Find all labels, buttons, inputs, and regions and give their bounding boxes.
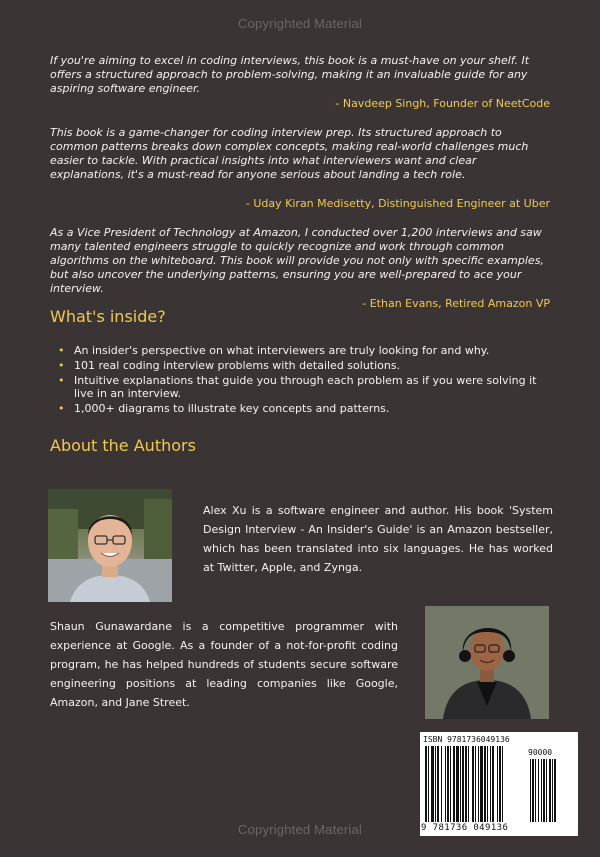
about-authors-heading: About the Authors — [50, 436, 196, 455]
price-code: 90000 — [528, 748, 553, 757]
barcode-addon-bar — [535, 759, 536, 822]
list-item-text: An insider's perspective on what interviewers are truly looking for and why. — [74, 344, 490, 357]
barcode-bar — [502, 746, 503, 822]
barcode-bar — [484, 746, 486, 822]
barcode-bar — [490, 746, 491, 822]
barcode-bar — [475, 746, 476, 822]
list-item — [58, 374, 548, 400]
watermark-bottom: Copyrighted Material — [238, 822, 362, 837]
barcode-bar — [456, 746, 459, 822]
watermark-top: Copyrighted Material — [238, 16, 362, 31]
quote-author-ethan: - Ethan Evans, Retired Amazon VP — [362, 297, 550, 310]
list-item — [58, 344, 548, 357]
barcode-bar — [472, 746, 474, 822]
whats-inside-list — [58, 344, 548, 417]
barcode-bar — [447, 746, 449, 822]
barcode-bar — [460, 746, 461, 822]
list-item — [58, 359, 548, 372]
bullet-icon: • — [58, 374, 65, 387]
barcode-bar — [441, 746, 442, 822]
bullet-icon: • — [58, 359, 65, 372]
barcode-digits: 9 781736 049136 — [421, 823, 509, 833]
barcode-addon-bar — [530, 759, 531, 822]
barcode-bar — [445, 746, 446, 822]
quote-navdeep: If you're aiming to excel in coding interviews, this book is a must-have on your shelf. It offers a structured approach to problem-solving, making it an invaluable guide for any aspiring software engineer. — [50, 54, 530, 95]
whats-inside-heading: What's inside? — [50, 307, 166, 326]
barcode-bar — [437, 746, 439, 822]
barcode-bar — [480, 746, 483, 822]
author-bio-shaun: Shaun Gunawardane is a competitive programmer with experience at Google. As a founder of a not-for-profit coding program, he has helped hundreds of students secure software engineering positions at leading companies like Google, Amazon, and Jane Street. — [50, 620, 398, 709]
list-item-text: 101 real coding interview problems with detailed solutions. — [74, 359, 401, 372]
barcode-bar — [453, 746, 455, 822]
barcode-addon-bar — [554, 759, 556, 822]
barcode-addon-bar — [546, 759, 547, 822]
barcode-bar — [499, 746, 501, 822]
list-item-text: 1,000+ diagrams to illustrate key concepts and patterns. — [74, 402, 390, 415]
list-item — [58, 402, 548, 415]
bullet-icon: • — [58, 402, 65, 415]
author-photo-shaun — [425, 606, 549, 719]
barcode-bar — [468, 746, 469, 822]
barcode-addon-bar — [552, 759, 553, 822]
barcode-bar — [492, 746, 494, 822]
author-bio-alex: Alex Xu is a software engineer and author. His book 'System Design Interview - An Insider's Guide' is an Amazon bestseller, which has been translated into six languages. He has worked at Twitter, Apple, and Zynga. — [203, 504, 553, 574]
barcode-bar — [425, 746, 427, 822]
barcode-bar — [465, 746, 467, 822]
quote-uday: This book is a game-changer for coding interview prep. Its structured approach to common patterns breaks down complex concepts, making real-world challenges much easier to tackle. With practical insights into what interviewers want and clear explanations, it's a must-read for anyone serious about landing a tech role. — [50, 126, 529, 181]
barcode-bar — [431, 746, 434, 822]
barcode-bar — [435, 746, 436, 822]
quote-author-uday: - Uday Kiran Medisetty, Distinguished Engineer at Uber — [245, 197, 550, 210]
barcode-addon-bar — [549, 759, 551, 822]
barcode-addon-bar — [543, 759, 545, 822]
author-photo-alex — [48, 489, 172, 602]
quote-ethan: As a Vice President of Technology at Amazon, I conducted over 1,200 interviews and saw many talented engineers struggle to quickly recognize and work through common algorithms on the whiteboard. This book will provide you not only with specific examples, but also uncover the underlying patterns, ensuring you are well-prepared to ace your interview. — [50, 226, 544, 295]
barcode-bars — [420, 732, 578, 836]
barcode-addon-bar — [532, 759, 534, 822]
isbn-label: ISBN 9781736049136 — [423, 735, 510, 744]
bullet-icon: • — [58, 344, 65, 357]
barcode-addon-bar — [538, 759, 539, 822]
barcode-bar — [497, 746, 498, 822]
list-item-text: Intuitive explanations that guide you through each problem as if you were solving it live in an interview. — [74, 374, 537, 400]
barcode-bar — [462, 746, 464, 822]
barcode-bar — [450, 746, 451, 822]
barcode-bar — [478, 746, 479, 822]
barcode-addon-bar — [541, 759, 542, 822]
quote-author-navdeep: - Navdeep Singh, Founder of NeetCode — [335, 97, 550, 110]
isbn-barcode — [420, 732, 578, 836]
barcode-bar — [428, 746, 429, 822]
barcode-bar — [487, 746, 488, 822]
